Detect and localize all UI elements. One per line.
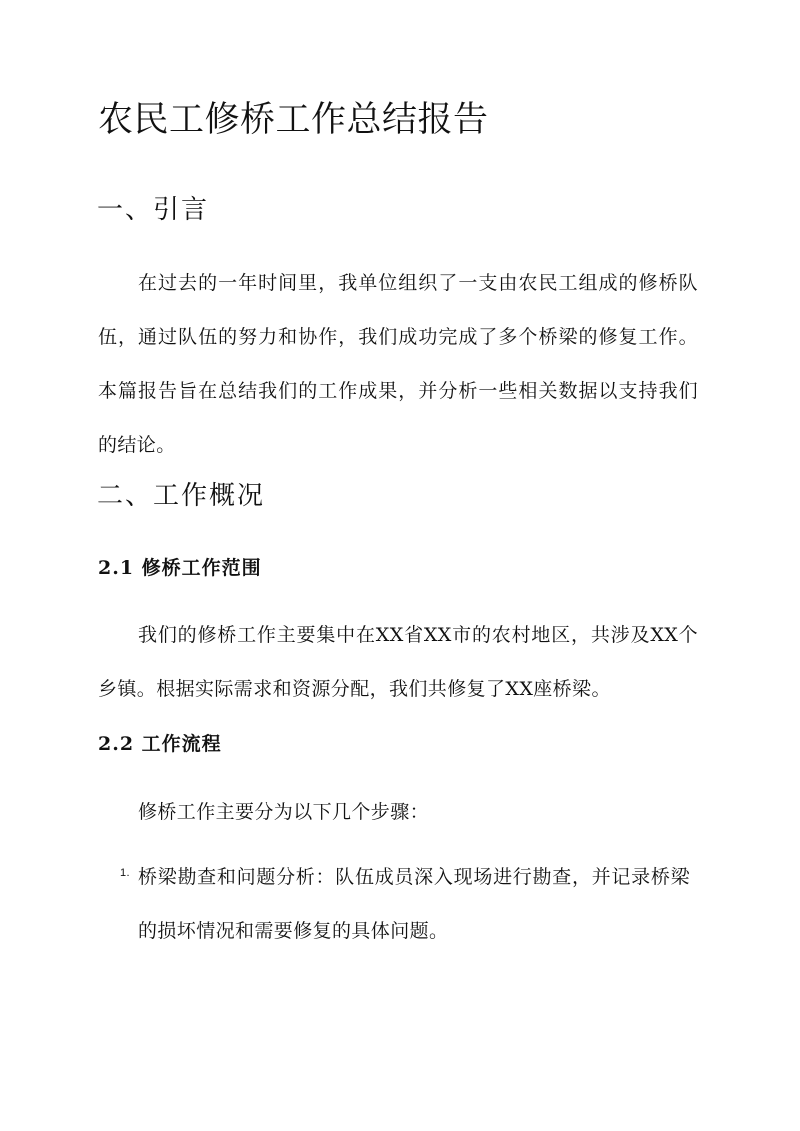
subsection-heading-repair-scope: 2.1 修桥工作范围: [98, 557, 262, 579]
document-title: 农民工修桥工作总结报告: [98, 100, 489, 140]
section-heading-work-overview: 二、工作概况: [97, 481, 266, 511]
section-heading-introduction: 一、引言: [97, 195, 210, 225]
introduction-paragraph: 在过去的一年时间里，我单位组织了一支由农民工组成的修桥队伍，通过队伍的努力和协作，我们成功完成了多个桥梁的修复工作。本篇报告旨在总结我们的工作成果，并分析一些相关数据以支持我们的结论。: [98, 272, 698, 456]
workflow-intro-paragraph: 修桥工作主要分为以下几个步骤：: [138, 801, 430, 823]
subsection-heading-workflow: 2.2 工作流程: [98, 733, 222, 755]
workflow-step-text: 桥梁勘查和问题分析：队伍成员深入现场进行勘查，并记录桥梁的损坏情况和需要修复的具体问题。: [138, 866, 690, 942]
list-number-marker: 1.: [120, 867, 130, 879]
repair-scope-paragraph: 我们的修桥工作主要集中在XX省XX市的农村地区，共涉及XX个乡镇。根据实际需求和资源分配，我们共修复了XX座桥梁。: [98, 624, 698, 700]
workflow-step-item: [120, 850, 690, 958]
